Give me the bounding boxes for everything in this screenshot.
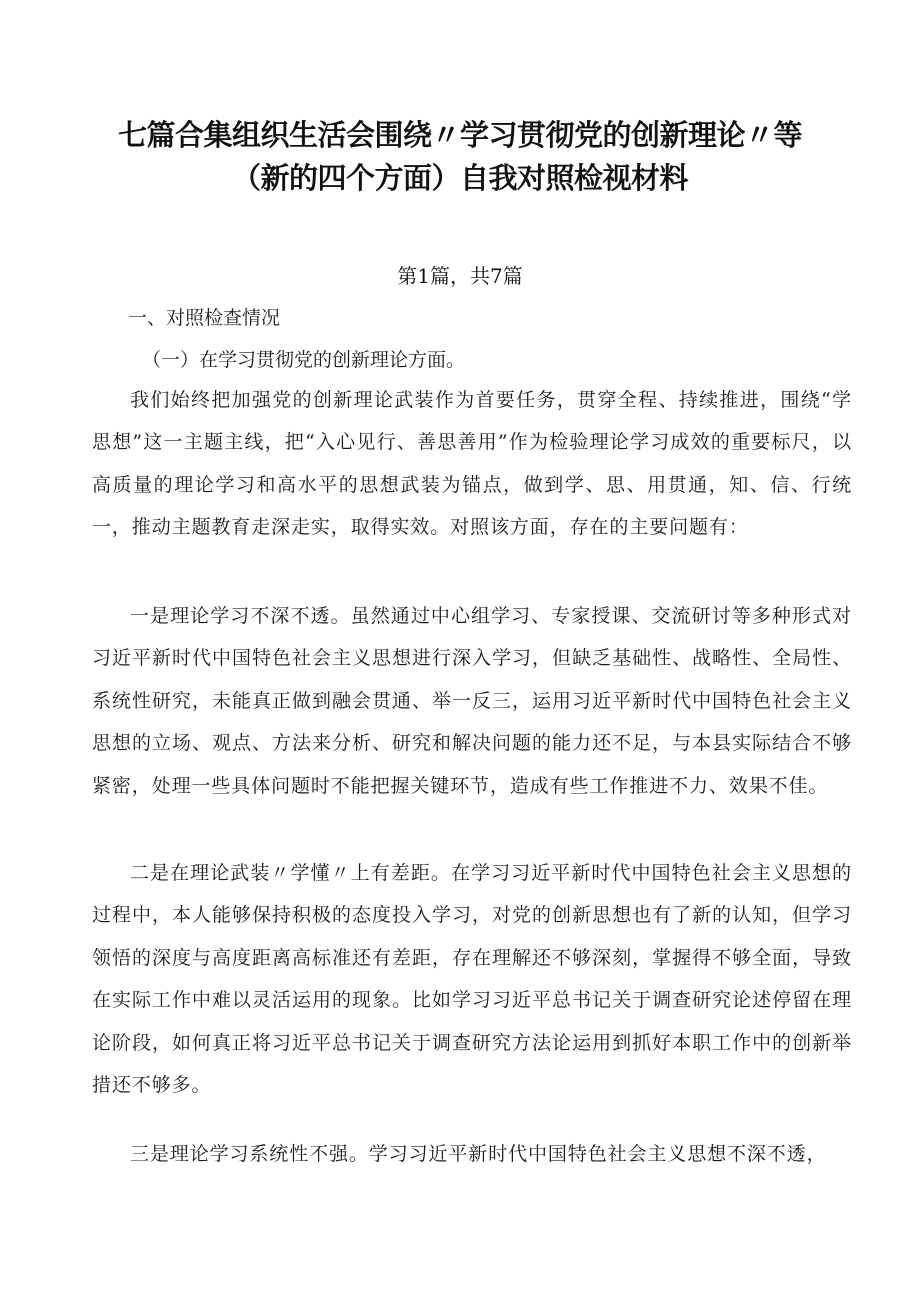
body-paragraph-4: 三是理论学习系统性不强。学习习近平新时代中国特色社会主义思想不深不透， bbox=[130, 1143, 827, 1165]
body-paragraph-3: 二是在理论武装〃学懂〃上有差距。在学习习近平新时代中国特色社会主义思想的过程中，本人能够保持积极的态度投入学习，对党的创新思想也有了新的认知，但学习领悟的深度与高度距离高标准还有差距，存在理解还不够深刻，掌握得不够全面，导致在实际工作中难以灵活运用的现象。比如学习习近平总书记关于调查研究论述停留在理论阶段，如何真正将习近平总书记关于调查研究方法论运用到抓好本职工作中的创新举措还不够多。 bbox=[92, 862, 852, 1097]
document-title-line-1: 七篇合集组织生活会围绕〃学习贯彻党的创新理论〃等 bbox=[117, 118, 802, 152]
section-heading: 一、对照检查情况 bbox=[128, 307, 281, 329]
part-indicator: 第1篇，共7篇 bbox=[397, 264, 523, 288]
document-title-line-2: （新的四个方面）自我对照检视材料 bbox=[231, 161, 688, 195]
body-paragraph-1: 我们始终把加强党的创新理论武装作为首要任务，贯穿全程、持续推进，围绕“学思想”这一主题主线，把“入心见行、善思善用”作为检验理论学习成效的重要标尺，以高质量的理论学习和高水平的思想武装为锚点，做到学、思、用贯通，知、信、行统一，推动主题教育走深走实，取得实效。对照该方面，存在的主要问题有： bbox=[92, 389, 852, 539]
body-paragraph-2: 一是理论学习不深不透。虽然通过中心组学习、专家授课、交流研讨等多种形式对习近平新时代中国特色社会主义思想进行深入学习，但缺乏基础性、战略性、全局性、系统性研究，未能真正做到融会贯通、举一反三，运用习近平新时代中国特色社会主义思想的立场、观点、方法来分析、研究和解决问题的能力还不足，与本县实际结合不够紧密，处理一些具体问题时不能把握关键环节，造成有些工作推进不力、效果不佳。 bbox=[92, 605, 852, 797]
subsection-heading: （一）在学习贯彻党的创新理论方面。 bbox=[142, 349, 466, 371]
